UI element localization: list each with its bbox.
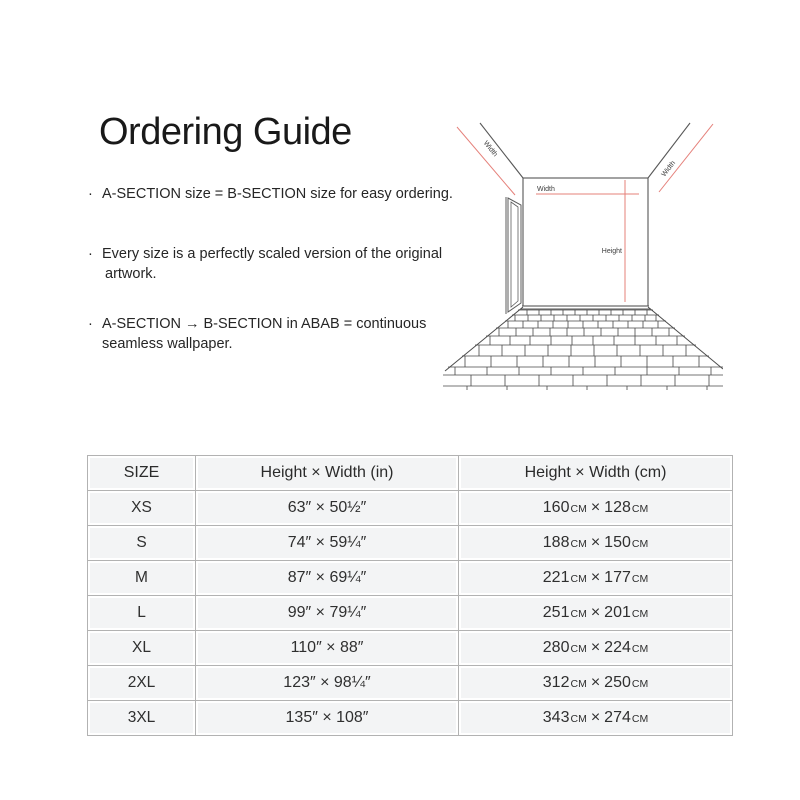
inches-value: 99″ × 79¼″ (196, 596, 459, 631)
bullet-dot: · (88, 246, 93, 262)
cm-width: 150 (604, 534, 631, 551)
cm-value (459, 631, 733, 666)
door (506, 197, 521, 314)
cm-height: 221 (542, 569, 570, 586)
cm-width: 201 (604, 604, 631, 621)
size-label: 3XL (88, 701, 196, 736)
header-cm: Height × Width (cm) (459, 456, 733, 491)
size-table (87, 455, 733, 736)
bullet-line-1: Every size is a perfectly scaled version of the original (102, 246, 443, 262)
inches-value: 74″ × 59¼″ (196, 526, 459, 561)
cm-value (459, 561, 733, 596)
cm-value (459, 491, 733, 526)
cm-height: 343 (542, 709, 570, 726)
width-label-left-wall: Width (481, 139, 499, 159)
cm-width: 224 (604, 639, 631, 656)
table-row-2xl (88, 666, 733, 701)
bullet-line-1: A-SECTION → B-SECTION in ABAB = continuous (102, 316, 427, 332)
inches-value: 135″ × 108″ (196, 701, 459, 736)
cm-height: 280 (542, 639, 570, 656)
cm-value (459, 666, 733, 701)
inches-value: 110″ × 88″ (196, 631, 459, 666)
times-sign: × (590, 709, 601, 726)
table-row-3xl (88, 701, 733, 736)
cm-unit: CM (570, 678, 587, 690)
inches-value: 87″ × 69¼″ (196, 561, 459, 596)
size-label: M (88, 561, 196, 596)
cm-unit: CM (570, 713, 587, 725)
page-title: Ordering Guide (99, 111, 352, 154)
width-label-right-wall: Width (660, 159, 678, 179)
cm-width: 177 (604, 569, 631, 586)
table-row-xs (88, 491, 733, 526)
size-label: S (88, 526, 196, 561)
cm-unit: CM (570, 538, 587, 550)
cm-unit: CM (631, 573, 649, 585)
bullet-dot: · (88, 186, 93, 202)
table-row-m (88, 561, 733, 596)
bullet-text (102, 244, 442, 284)
cm-width: 274 (604, 709, 631, 726)
height-label-back-wall: Height (601, 248, 622, 255)
width-label-back-wall: Width (537, 186, 555, 193)
cm-unit: CM (570, 608, 587, 620)
cm-unit: CM (631, 678, 649, 690)
bullet-text (102, 314, 426, 354)
times-sign: × (590, 639, 601, 656)
dimension-width-right-line (659, 124, 713, 192)
times-sign: × (590, 674, 601, 691)
cm-height: 188 (542, 534, 570, 551)
cm-unit: CM (631, 538, 649, 550)
cm-unit: CM (631, 503, 649, 515)
size-label: XL (88, 631, 196, 666)
header-size: SIZE (88, 456, 196, 491)
inches-value: 123″ × 98¼″ (196, 666, 459, 701)
room-perspective-diagram (443, 95, 723, 395)
cm-value (459, 526, 733, 561)
cm-height: 160 (542, 499, 570, 516)
size-table-header-row (88, 456, 733, 491)
size-label: L (88, 596, 196, 631)
floor-edges (445, 307, 723, 371)
cm-width: 250 (604, 674, 631, 691)
ceiling-edges (480, 123, 690, 178)
cm-unit: CM (570, 573, 587, 585)
room-diagram-svg (443, 95, 723, 395)
bullet-line-2: artwork. (105, 266, 157, 282)
cm-height: 312 (542, 674, 570, 691)
table-row-s (88, 526, 733, 561)
header-inches: Height × Width (in) (196, 456, 459, 491)
bullet-text: A-SECTION size = B-SECTION size for easy ordering. (102, 186, 453, 202)
back-wall (523, 178, 648, 306)
bullet-dot: · (88, 316, 93, 332)
cm-unit: CM (631, 643, 649, 655)
table-row-xl (88, 631, 733, 666)
cm-height: 251 (542, 604, 570, 621)
times-sign: × (590, 569, 601, 586)
cm-unit: CM (570, 643, 587, 655)
bullet-line-2: seamless wallpaper. (102, 336, 233, 352)
times-sign: × (590, 534, 601, 551)
cm-value (459, 596, 733, 631)
inches-value: 63″ × 50½″ (196, 491, 459, 526)
floor-tile-seams (455, 310, 711, 390)
cm-unit: CM (631, 608, 649, 620)
cm-value (459, 701, 733, 736)
cm-unit: CM (631, 713, 649, 725)
cm-unit: CM (570, 503, 587, 515)
table-row-l (88, 596, 733, 631)
times-sign: × (590, 604, 601, 621)
dimension-width-left-line (457, 127, 515, 195)
times-sign: × (590, 499, 601, 516)
cm-width: 128 (604, 499, 631, 516)
size-label: XS (88, 491, 196, 526)
size-label: 2XL (88, 666, 196, 701)
